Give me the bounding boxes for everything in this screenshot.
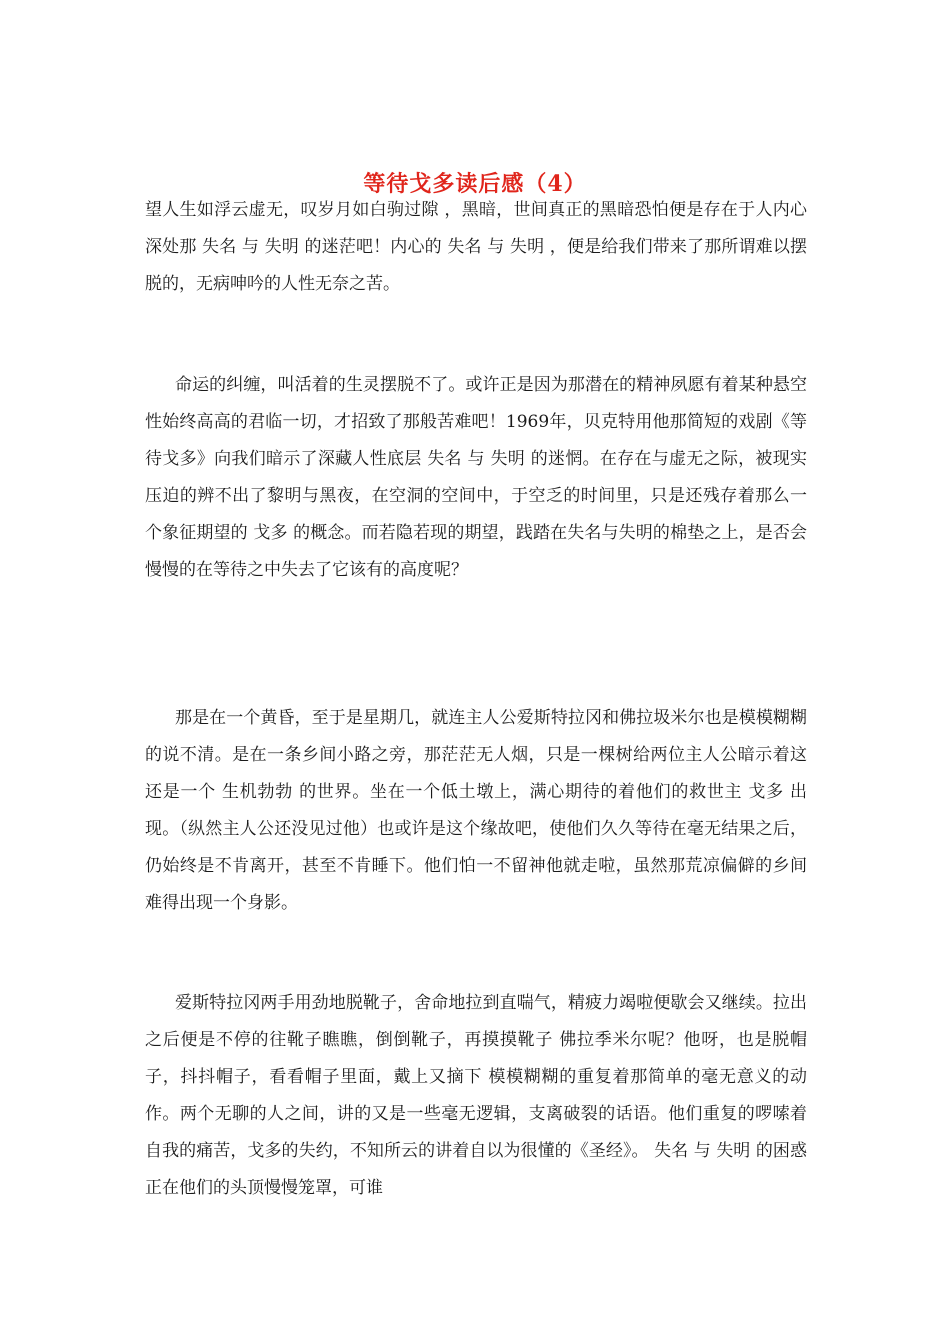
- paragraph-1: 望人生如浮云虚无，叹岁月如白驹过隙 ，黑暗，世间真正的黑暗恐怕便是存在于人内心深处那 失名 与 失明 的迷茫吧！内心的 失名 与 失明 ，便是给我们带来了那所谓难以摆脱的，无病呻吟的人性无奈之苦。: [145, 200, 807, 294]
- paragraph-2: 命运的纠缠，叫活着的生灵摆脱不了。或许正是因为那潜在的精神夙愿有着某种悬空性始终高高的君临一切，才招致了那般苦难吧！1969年，贝克特用他那简短的戏剧《等待戈多》向我们暗示了深藏人性底层 失名 与 失明 的迷惘。在存在与虚无之际，被现实压迫的辨不出了黎明与黑夜，在空洞的空间中，于空乏的时间里，只是还残存着那么一个象征期望的 戈多 的概念。而若隐若现的期望，践踏在失名与失明的棉垫之上，是否会慢慢的在等待之中失去了它该有的高度呢？: [145, 375, 807, 580]
- paragraph-3: 那是在一个黄昏，至于是星期几，就连主人公爱斯特拉冈和佛拉圾米尔也是模模糊糊的说不清。是在一条乡间小路之旁，那茫茫无人烟，只是一棵树给两位主人公暗示着这还是一个 生机勃勃 的世界。坐在一个低土墩上，满心期待的着他们的救世主 戈多 出现。（纵然主人公还没见过他）也或许是这个缘故吧，使他们久久等待在毫无结果之后，仍始终是不肯离开，甚至不肯睡下。他们怕一不留神他就走啦，虽然那荒凉偏僻的乡间难得出现一个身影。: [145, 708, 807, 913]
- document-title: 等待戈多读后感（4）: [363, 170, 587, 197]
- paragraph-4: 爱斯特拉冈两手用劲地脱靴子，舍命地拉到直喘气，精疲力竭啦便歇会又继续。拉出之后便是不停的往靴子瞧瞧，倒倒靴子，再摸摸靴子 佛拉季米尔呢？他呀，也是脱帽子，抖抖帽子，看看帽子里面，戴上又摘下 模模糊糊的重复着那简单的毫无意义的动作。两个无聊的人之间，讲的又是一些毫无逻辑，支离破裂的话语。他们重复的啰嗦着自我的痛苦，戈多的失约，不知所云的讲着自以为很懂的《圣经》。 失名 与 失明 的困惑正在他们的头顶慢慢笼罩，可谁: [145, 993, 807, 1198]
